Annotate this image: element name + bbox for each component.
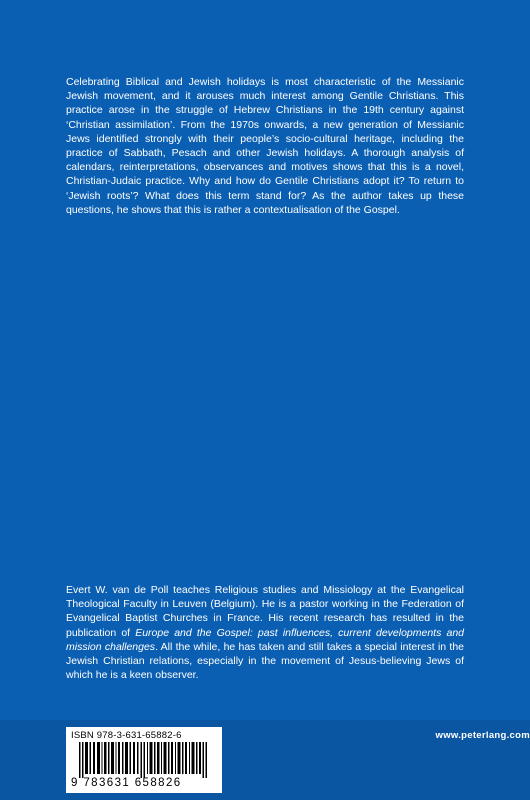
author-book-title: Europe and the Gospel: past influences, current developments and mission challenges [66,626,464,653]
author-bio-text-1: Evert W. van de Poll teaches Religious studies and Missiology at the Evangelical Theological Faculty in Leuven (Belgium). He is a pastor working in the Federation of Evangelical Baptist Churches in France. His recent research has resulted in the publication of [66,584,464,639]
author-bio [66,583,464,682]
barcode-icon [71,742,217,778]
author-bio-text-2: . All the while, he has taken and still takes a special interest in the Jewish Christian relations, especially in the movement of Jesus-believing Jews of which he is a keen observer. [66,640,464,682]
publisher-url[interactable]: www.peterlang.com [435,730,530,741]
barcode-digits: 9 783631 658826 [71,777,182,789]
barcode-box [66,727,222,793]
book-description: Celebrating Biblical and Jewish holidays is most characteristic of the Messianic Jewish movement, and it arouses much interest among Gentile Christians. This practice arose in the struggle of Hebrew Christians in the 19th century against ‘Christian assimilation’. From the 1970s onwards, a new generation of Messianic Jews identified strongly with their people’s socio-cultural heritage, including the practice of Sabbath, Pesach and other Jewish holidays. A thorough analysis of calendars, reinterpretations, observances and motives shows that this is a novel, Christian-Judaic practice. Why and how do Gentile Christians adopt it? To return to ‘Jewish roots’? What does this term stand for? As the author takes up these questions, he shows that this is rather a contextualisation of the Gospel. [66,76,464,216]
isbn-label: ISBN 978-3-631-65882-6 [71,730,182,741]
